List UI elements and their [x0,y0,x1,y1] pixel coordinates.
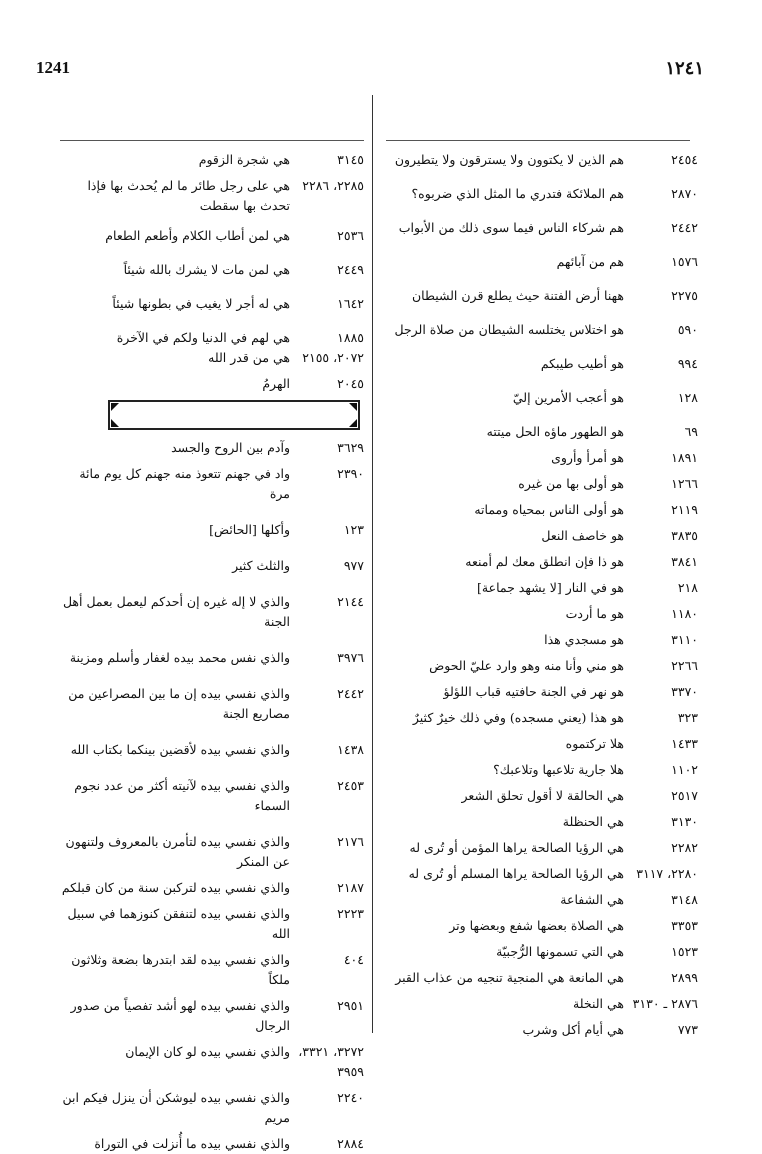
index-entry [58,648,366,668]
entry-number: ٢٣٩٠ [337,466,364,481]
entry-number: ٢٢٧٥ [671,288,698,303]
entry-text: هي الحالقة لا أقول تحلق الشعر [461,788,624,803]
entry-number: ١٤٣٨ [337,742,364,757]
entry-text: هي الصلاة بعضها شفع وبعضها وتر [449,918,624,933]
index-entry [58,832,366,872]
entry-text: هم من آبائهم [556,254,624,269]
column-divider [372,95,373,1033]
entry-text: هو نهر في الجنة حافتيه قباب اللؤلؤ [443,684,624,699]
entry-number: ٢٢٨٠، ٣١١٧ [636,866,698,881]
entry-text: هي على رجل طائر ما لم يُحدث بها فإذا تحدث بها سقطت [87,178,290,213]
entry-text: هو اختلاس يختلسه الشيطان من صلاة الرجل [394,322,624,337]
index-entry [392,578,700,598]
index-entry [392,286,700,306]
index-entry [58,260,366,280]
entry-number: ٢٨٧٠ [671,186,698,201]
index-column-left [58,150,366,1154]
entry-text: هو ذا فإن انطلق معك لم أمنعه [465,554,624,569]
entry-text: هو أولى بها من غيره [518,476,624,491]
entry-text: والذي نفسي بيده إن ما بين المصراعين من مصاريع الجنة [68,686,290,721]
index-entry [392,150,700,170]
index-entry [58,740,366,760]
entry-text: هو أولى الناس بمحياه ومماته [474,502,624,517]
entry-text: هي الحنظلة [562,814,624,829]
index-entry [58,464,366,504]
index-entry [392,734,700,754]
entry-text: والذي نفسي بيده لأقضين بينكما بكتاب الله [70,742,290,757]
index-entry [58,556,366,576]
entry-text: والذي نفسي بيده لتركبن سنة من كان قبلكم [61,880,290,895]
index-column-right [392,150,700,1046]
entry-text: هي لمن أطاب الكلام وأطعم الطعام [105,228,290,243]
entry-number: ٢٢٨٢ [671,840,698,855]
index-entry [392,942,700,962]
entry-number: ٢١١٩ [671,502,698,517]
entry-number: ٥٩٠ [677,322,698,337]
entry-number: ٣٨٣٥ [671,528,698,543]
entry-text: هي أيام أكل وشرب [522,1022,624,1037]
entry-text: هي من قدر الله [208,350,290,365]
entry-number: ٣٣٧٠ [671,684,698,699]
entry-text: والذي نفسي بيده ما أُنزلت في التوراة [94,1136,290,1151]
index-entry [392,916,700,936]
entry-text: هو خاصف النعل [541,528,624,543]
index-entry [392,320,700,340]
index-entry [58,996,366,1036]
entry-text: والذي نفسي بيده لتنفقن كنوزهما في سبيل الله [67,906,290,941]
entry-number: ١٥٢٣ [671,944,698,959]
entry-number: ٢٢٢٣ [337,906,364,921]
entry-number: ٤٠٤ [343,952,364,967]
entry-number: ١٥٧٦ [671,254,698,269]
entry-text: هي له أجر لا يغيب في بطونها شيئاً [112,296,290,311]
entry-number: ٢٠٧٢، ٢١٥٥ [302,350,364,365]
entry-number: ٣٩٧٦ [337,650,364,665]
entry-text: والثلث كثير [232,558,290,573]
entry-text: الهرمُ [262,376,290,391]
index-entry [392,812,700,832]
entry-number: ٢١٨ [677,580,698,595]
index-entry [392,526,700,546]
page-number-latin: 1241 [36,58,70,77]
entry-text: هو أمرأ وأروى [551,450,624,465]
entry-number: ٣٢٣ [677,710,698,725]
index-entry [392,890,700,910]
entry-text: هم الملائكة فتدري ما المثل الذي ضربوه؟ [411,186,624,201]
index-entry [392,448,700,468]
index-entry [392,994,700,1014]
entry-number: ٢٤٥٣ [337,778,364,793]
left-column-rule [60,140,364,141]
index-entry [392,864,700,884]
entry-number: ٩٧٧ [343,558,364,573]
index-entry [58,438,366,458]
entry-number: ٣١٤٥ [337,152,364,167]
entry-text: والذي نفس محمد بيده لغفار وأسلم ومزينة [69,650,290,665]
index-entry [392,218,700,238]
entry-number: ٣١١٠ [671,632,698,647]
entry-text: والذي نفسي بيده لقد ابتدرها بضعة وثلاثون ملكاً [71,952,290,987]
index-entry [392,422,700,442]
entry-number: ٢٥٣٦ [337,228,364,243]
index-entry [58,294,366,314]
entry-text: هو في النار [لا يشهد جماعة] [477,580,624,595]
entry-text: واد في جهنم تتعوذ منه جهنم كل يوم مائة مرة [79,466,290,501]
index-entry [392,500,700,520]
entry-number: ٢٩٥١ [337,998,364,1013]
entry-number: ٦٩ [684,424,698,439]
entry-number: ٢٨٨٤ [337,1136,364,1151]
entry-number: ١١٨٠ [671,606,698,621]
index-entry [58,520,366,540]
entry-number: ٢٠٤٥ [337,376,364,391]
entry-text: هي المانعة هي المنجية تنجيه من عذاب القبر [395,970,624,985]
entry-number: ١٨٩١ [671,450,698,465]
index-entry [58,150,366,170]
entry-number: ١٢٨ [677,390,698,405]
entry-text: وآدم بين الروح والجسد [171,440,290,455]
entry-text: هو الطهور ماؤه الحل ميتته [486,424,624,439]
entry-text: والذي نفسي بيده لو كان الإيمان [125,1044,290,1059]
entry-number: ٢١٨٧ [337,880,364,895]
index-entry [392,184,700,204]
index-entry [392,656,700,676]
entry-text: هو مني وأنا منه وهو وارد عليّ الحوض [429,658,624,673]
index-entry [392,786,700,806]
index-entry [58,348,366,368]
index-entry [58,1088,366,1128]
index-entry [58,328,366,348]
section-letter-box [108,400,360,430]
index-entry [392,838,700,858]
index-entry [392,388,700,408]
entry-text: هي لمن مات لا يشرك بالله شيئاً [123,262,290,277]
entry-text: هو أعجب الأمرين إليّ [512,390,624,405]
index-entry [392,630,700,650]
entry-text: هي الرؤيا الصالحة يراها المسلم أو تُرى له [408,866,624,881]
index-entry [58,950,366,990]
entry-number: ٢٤٤٩ [337,262,364,277]
index-entry [58,1042,366,1082]
entry-number: ٣٦٢٩ [337,440,364,455]
entry-number: ١٨٨٥ [337,330,364,345]
entry-text: وأكلها [الحائض] [209,522,290,537]
index-entry [58,592,366,632]
entry-text: هم شركاء الناس فيما سوى ذلك من الأبواب [398,220,624,235]
index-entry [58,904,366,944]
corner-ornament-icon [111,403,119,411]
entry-number: ٢٢٨٥، ٢٢٨٦ [302,178,364,193]
entry-number: ١١٠٢ [671,762,698,777]
entry-text: هي التي تسمونها الرُّجبيّة [496,944,624,959]
entry-text: هلا تركتموه [565,736,624,751]
index-entry [392,682,700,702]
entry-number: ٧٧٣ [677,1022,698,1037]
entry-text: هي شجرة الزقوم [198,152,290,167]
index-entry [392,354,700,374]
entry-text: هو هذا (يعني مسجده) وفي ذلك خيرٌ كثيرٌ [412,710,624,725]
entry-text: والذي نفسي بيده لهو أشد تفصياً من صدور الرجال [70,998,290,1033]
entry-number: ٢٢٦٦ [671,658,698,673]
index-entry [392,1020,700,1040]
entry-number: ١٦٤٢ [337,296,364,311]
entry-number: ١٢٣ [343,522,364,537]
entry-text: والذي نفسي بيده لآنيته أكثر من عدد نجوم السماء [74,778,290,813]
index-entry [58,878,366,898]
corner-ornament-icon [349,419,357,427]
index-entry [392,252,700,272]
entry-number: ٣٢٧٢، ٣٣٢١، ٣٩٥٩ [298,1044,364,1079]
entry-text: والذي لا إله غيره إن أحدكم ليعمل بعمل أهل الجنة [62,594,290,629]
index-entry [392,474,700,494]
index-entry [58,684,366,724]
entry-text: هو أطيب طيبكم [540,356,624,371]
index-entry [58,374,366,394]
index-entry [392,708,700,728]
entry-text: هم الذين لا يكتوون ولا يسترقون ولا يتطيرون [394,152,624,167]
entry-text: هي الشفاعة [560,892,624,907]
index-entry [58,776,366,816]
index-entry [58,1134,366,1154]
entry-number: ٢٨٩٩ [671,970,698,985]
entry-text: هو مسجدي هذا [544,632,624,647]
index-entry [392,760,700,780]
entry-number: ٢١٧٦ [337,834,364,849]
corner-ornament-icon [111,419,119,427]
corner-ornament-icon [349,403,357,411]
entry-text: هلا جارية تلاعبها وتلاعبك؟ [493,762,624,777]
entry-number: ٣١٣٠ [671,814,698,829]
entry-text: هي النخلة [573,996,624,1011]
entry-text: ههنا أرض الفتنة حيث يطلع قرن الشيطان [411,288,624,303]
entry-number: ١٢٦٦ [671,476,698,491]
entry-number: ١٤٣٣ [671,736,698,751]
entry-number: ٣٨٤١ [671,554,698,569]
index-entry [392,552,700,572]
entry-number: ٣١٤٨ [671,892,698,907]
entry-number: ٢٥١٧ [671,788,698,803]
index-entry [392,968,700,988]
entry-text: والذي نفسي بيده ليوشكن أن ينزل فيكم ابن مريم [62,1090,290,1125]
entry-text: والذي نفسي بيده لتأمرن بالمعروف ولتنهون عن المنكر [65,834,290,869]
entry-text: هي لهم في الدنيا ولكم في الآخرة [116,330,290,345]
index-entry [58,226,366,246]
entry-number: ٢٤٤٢ [337,686,364,701]
entry-number: ٢١٤٤ [337,594,364,609]
right-column-rule [386,140,690,141]
index-entry [58,176,366,216]
entry-number: ٣٣٥٣ [671,918,698,933]
entry-number: ٢٤٤٢ [671,220,698,235]
index-entry [392,604,700,624]
page-number-arabic: ١٢٤١ [665,58,704,79]
entry-number: ٩٩٤ [677,356,698,371]
entry-text: هي الرؤيا الصالحة يراها المؤمن أو تُرى له [409,840,624,855]
entry-number: ٢٢٤٠ [337,1090,364,1105]
entry-number: ٢٤٥٤ [671,152,698,167]
entry-text: هو ما أردت [565,606,624,621]
entry-number: ٢٨٧٦ ـ ٣١٣٠ [632,996,698,1011]
